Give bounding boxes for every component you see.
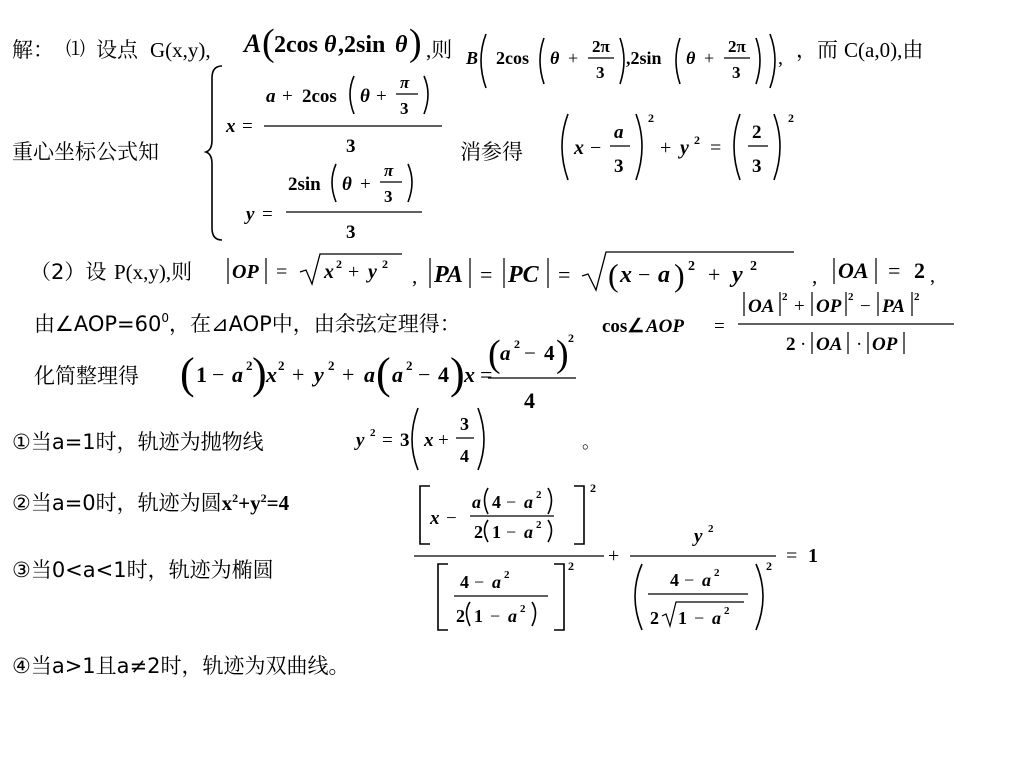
- svg-text:2: 2: [694, 133, 700, 147]
- svg-text:1: 1: [492, 522, 501, 542]
- svg-text:+: +: [348, 261, 360, 283]
- and-text: ，而: [796, 38, 838, 62]
- svg-text:4: 4: [670, 570, 679, 590]
- svg-text:2: 2: [370, 427, 376, 439]
- svg-text:θ: θ: [550, 48, 560, 68]
- svg-text:OP: OP: [816, 296, 842, 317]
- case-1-text: ①当a=1时，轨迹为抛物线: [12, 430, 264, 454]
- set-point-text: 设点: [96, 38, 138, 62]
- svg-text:π: π: [400, 73, 410, 92]
- svg-text:+: +: [342, 362, 355, 387]
- svg-text:2: 2: [336, 257, 342, 271]
- svg-text:a: a: [524, 522, 533, 542]
- svg-text:2: 2: [382, 257, 388, 271]
- svg-text:,2sin: ,2sin: [338, 32, 386, 58]
- point-g: G(x,y),: [150, 38, 211, 62]
- svg-text:2: 2: [750, 259, 757, 274]
- svg-text:2: 2: [568, 559, 574, 573]
- svg-text:·: ·: [856, 334, 863, 355]
- svg-text:3: 3: [732, 63, 741, 82]
- svg-text:4: 4: [492, 492, 501, 512]
- svg-text:2cos: 2cos: [302, 86, 337, 107]
- svg-text:x: x: [266, 362, 277, 387]
- svg-text:2: 2: [714, 567, 720, 579]
- svg-text:+: +: [292, 362, 305, 387]
- svg-text:−: −: [506, 522, 517, 542]
- svg-text:2: 2: [520, 603, 526, 615]
- eliminate-text: 消参得: [460, 140, 523, 164]
- svg-text:+: +: [660, 137, 672, 159]
- svg-text:x: x: [424, 430, 434, 451]
- svg-text:,: ,: [778, 47, 783, 69]
- svg-text:): ): [409, 22, 422, 64]
- svg-text:y: y: [314, 362, 324, 387]
- svg-text:2π: 2π: [728, 37, 746, 56]
- case-3-text: ③当0<a<1时，轨迹为椭圆: [12, 558, 274, 582]
- svg-text:,2sin: ,2sin: [626, 48, 662, 68]
- cos-aop-formula: [598, 286, 968, 358]
- svg-text:2π: 2π: [592, 37, 610, 56]
- simplify-text: 化简整理得: [34, 364, 139, 388]
- svg-text:(: (: [180, 349, 195, 398]
- svg-text:2cos: 2cos: [496, 48, 529, 68]
- svg-text:θ: θ: [342, 174, 352, 195]
- svg-text:2: 2: [688, 259, 695, 274]
- svg-text:3: 3: [400, 99, 409, 118]
- svg-text:2: 2: [650, 608, 659, 628]
- svg-text:PA: PA: [882, 296, 905, 317]
- svg-text:4: 4: [438, 362, 449, 387]
- svg-text:+: +: [376, 86, 387, 107]
- svg-text:2cos: 2cos: [274, 32, 318, 58]
- svg-text:2: 2: [246, 358, 253, 373]
- svg-text:): ): [674, 257, 685, 293]
- svg-text:θ: θ: [360, 86, 370, 107]
- svg-text:a: a: [232, 362, 243, 387]
- svg-text:PC: PC: [508, 262, 539, 288]
- svg-text:=: =: [888, 258, 901, 283]
- svg-text:): ): [450, 349, 465, 398]
- svg-text:a: a: [472, 492, 481, 512]
- svg-text:OA: OA: [748, 296, 775, 317]
- svg-text:−: −: [490, 606, 501, 626]
- centroid-text: 重心坐标公式知: [12, 140, 159, 164]
- svg-text:π: π: [384, 161, 394, 180]
- svg-text:1: 1: [678, 608, 687, 628]
- svg-text:2: 2: [568, 331, 574, 345]
- svg-text:a: a: [702, 570, 711, 590]
- svg-text:θ: θ: [686, 48, 696, 68]
- svg-text:2: 2: [590, 481, 596, 495]
- svg-text:2: 2: [786, 334, 796, 355]
- svg-text:=: =: [382, 430, 393, 451]
- by-angle-text: 由$\angle AOP=60^0$，在⊿AOP中，由余弦定理得：: [34, 311, 461, 336]
- svg-text:−: −: [638, 262, 651, 287]
- svg-text:−: −: [694, 608, 705, 628]
- svg-text:y: y: [694, 526, 703, 547]
- svg-text:OP: OP: [232, 261, 259, 283]
- case-2-formula: $x^2+y^2=4$: [221, 491, 290, 515]
- svg-text:3: 3: [400, 430, 410, 451]
- svg-text:2: 2: [536, 519, 542, 531]
- svg-text:=: =: [480, 362, 493, 387]
- svg-text:PA: PA: [434, 262, 463, 288]
- svg-text:OA: OA: [816, 334, 843, 355]
- svg-text:x: x: [620, 262, 632, 288]
- svg-text:AOP: AOP: [646, 316, 684, 337]
- svg-text:−: −: [446, 508, 457, 529]
- svg-text:a: a: [266, 86, 276, 107]
- svg-text:·: ·: [800, 334, 807, 355]
- svg-text:y: y: [680, 137, 689, 159]
- svg-text:3: 3: [614, 156, 624, 177]
- svg-text:=: =: [558, 262, 571, 287]
- svg-text:a: a: [508, 606, 517, 626]
- svg-text:a: a: [492, 572, 501, 592]
- svg-text:a: a: [392, 362, 403, 387]
- svg-text:1: 1: [474, 606, 483, 626]
- svg-text:−: −: [474, 572, 485, 592]
- svg-text:2: 2: [514, 337, 520, 351]
- svg-text:+: +: [282, 86, 293, 107]
- svg-text:3: 3: [752, 156, 762, 177]
- svg-text:2: 2: [848, 291, 854, 303]
- case-2-text: ②当a=0时，轨迹为圆$x^2+y^2=4$: [12, 491, 290, 515]
- svg-text:=: =: [714, 316, 725, 337]
- svg-text:4: 4: [460, 572, 469, 592]
- svg-text:θ: θ: [395, 32, 408, 58]
- case-3-formula: [408, 478, 828, 642]
- simplified-equation: [178, 330, 588, 414]
- svg-text:4: 4: [524, 388, 535, 413]
- svg-text:θ: θ: [324, 32, 337, 58]
- centroid-system: [204, 62, 454, 246]
- svg-text:x: x: [574, 137, 584, 159]
- svg-text:=: =: [480, 262, 493, 287]
- svg-text:OP: OP: [872, 334, 898, 355]
- svg-text:x: x: [430, 508, 440, 529]
- svg-text:a: a: [364, 362, 375, 387]
- svg-text:y: y: [356, 430, 365, 451]
- op-formula: [224, 250, 408, 290]
- svg-text:y: y: [368, 261, 377, 283]
- svg-text:2: 2: [456, 606, 465, 626]
- svg-text:2: 2: [328, 358, 335, 373]
- svg-text:3: 3: [346, 136, 356, 157]
- centroid-result: [556, 108, 796, 188]
- svg-text:): ): [556, 333, 569, 375]
- svg-text:): ): [252, 349, 267, 398]
- case-1-dot: 。: [582, 432, 600, 453]
- comma-1: ,: [412, 264, 418, 288]
- svg-text:cos∠: cos∠: [602, 316, 645, 337]
- svg-text:=: =: [242, 116, 253, 137]
- svg-text:=: =: [710, 137, 722, 159]
- svg-text:2: 2: [782, 291, 788, 303]
- svg-text:+: +: [568, 48, 579, 68]
- svg-text:2: 2: [474, 522, 483, 542]
- svg-text:(: (: [608, 257, 619, 293]
- svg-text:y: y: [732, 262, 743, 288]
- svg-text:1: 1: [808, 545, 818, 567]
- svg-text:2sin: 2sin: [288, 174, 321, 195]
- svg-text:2: 2: [914, 291, 920, 303]
- svg-text:2: 2: [504, 569, 510, 581]
- svg-text:+: +: [704, 48, 715, 68]
- svg-text:−: −: [524, 341, 536, 365]
- degree-superscript: 0: [161, 311, 169, 325]
- svg-text:2: 2: [914, 258, 925, 283]
- svg-text:2: 2: [724, 605, 730, 617]
- svg-text:=: =: [786, 545, 798, 567]
- svg-text:2: 2: [278, 358, 285, 373]
- svg-text:x: x: [464, 362, 475, 387]
- svg-text:a: a: [712, 608, 721, 628]
- solution-prefix: 解：: [12, 38, 54, 62]
- case-1-formula: [354, 404, 490, 474]
- svg-text:2: 2: [406, 358, 413, 373]
- svg-text:+: +: [708, 262, 721, 287]
- svg-text:1: 1: [196, 362, 207, 387]
- svg-text:−: −: [506, 492, 517, 512]
- svg-text:a: a: [658, 262, 670, 288]
- svg-text:A: A: [244, 29, 262, 58]
- svg-text:OA: OA: [838, 258, 869, 283]
- svg-text:+: +: [438, 430, 449, 451]
- svg-text:y: y: [246, 204, 255, 225]
- comma-2: ,: [812, 264, 818, 288]
- point-c: C(a,0),由: [844, 38, 924, 62]
- svg-text:3: 3: [596, 63, 605, 82]
- svg-text:2: 2: [788, 111, 794, 125]
- svg-text:a: a: [614, 122, 624, 143]
- svg-text:2: 2: [752, 122, 762, 143]
- svg-text:2: 2: [766, 559, 772, 573]
- case-4-text: ④当a>1且a≠2时，轨迹为双曲线。: [12, 654, 350, 678]
- svg-text:4: 4: [460, 446, 469, 466]
- svg-text:−: −: [590, 137, 602, 159]
- svg-text:2: 2: [648, 111, 654, 125]
- svg-text:x: x: [226, 116, 236, 137]
- svg-text:=: =: [262, 204, 273, 225]
- svg-text:x: x: [324, 261, 334, 283]
- svg-text:2: 2: [708, 523, 714, 535]
- svg-text:−: −: [860, 296, 871, 317]
- svg-text:(: (: [376, 349, 391, 398]
- svg-text:−: −: [418, 362, 431, 387]
- svg-text:(: (: [262, 22, 275, 64]
- svg-text:2: 2: [536, 489, 542, 501]
- part2-label: （2）设: [30, 260, 107, 284]
- then-text: ,则: [426, 38, 453, 62]
- svg-text:−: −: [684, 570, 695, 590]
- svg-text:+: +: [360, 174, 371, 195]
- svg-text:3: 3: [346, 222, 356, 243]
- svg-text:+: +: [608, 545, 620, 567]
- point-b-formula: [464, 30, 804, 94]
- svg-text:+: +: [794, 296, 805, 317]
- svg-text:4: 4: [544, 341, 555, 365]
- triangle-text: ，在⊿AOP中，由余弦定理得：: [168, 312, 461, 336]
- svg-text:−: −: [212, 362, 225, 387]
- svg-text:a: a: [500, 341, 511, 365]
- svg-text:,: ,: [930, 265, 935, 287]
- svg-text:3: 3: [460, 414, 469, 434]
- point-p: P(x,y),则: [114, 260, 193, 284]
- svg-text:a: a: [524, 492, 533, 512]
- svg-text:B: B: [466, 48, 479, 68]
- svg-text:3: 3: [384, 187, 393, 206]
- svg-text:(: (: [488, 333, 501, 375]
- item-mark: ⑴: [66, 39, 86, 60]
- svg-text:=: =: [276, 261, 288, 283]
